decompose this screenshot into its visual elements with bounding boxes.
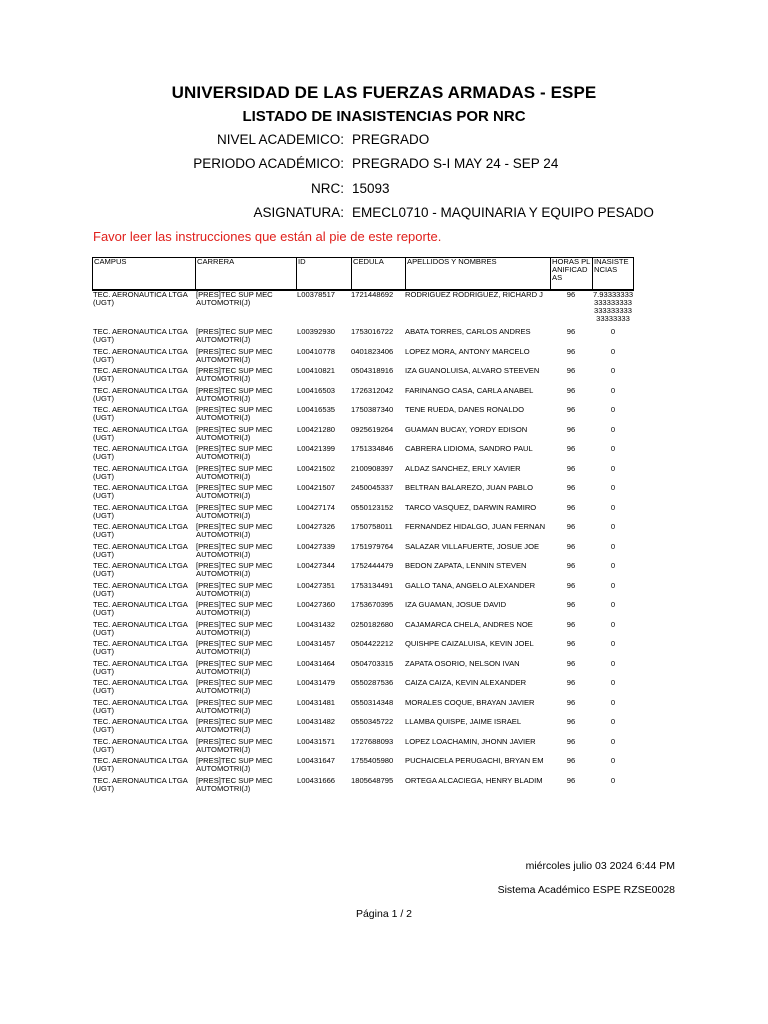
cell-nombre: CAJAMARCA CHELA, ANDRES NOE: [405, 620, 533, 629]
cell-nombre: TENE RUEDA, DANES RONALDO: [405, 406, 524, 414]
cell-inasistencias: 0: [610, 464, 616, 473]
cell-id: L00431482: [297, 718, 336, 726]
cell-horas: 96: [566, 757, 576, 765]
cell-carrera: [PRES]TEC SUP MEC AUTOMOTRI(J): [196, 581, 273, 598]
cell-cedula: 0504703315: [351, 659, 394, 668]
cell-nombre: MORALES COQUE, BRAYAN JAVIER: [405, 698, 535, 707]
cell-horas: 96: [566, 367, 576, 375]
cell-inasistencias: 7.9333333333333333333333333333333333: [592, 291, 634, 323]
cell-campus: TEC. AERONAUTICA LTGA (UGT): [93, 328, 188, 344]
cell-cedula: 1750758011: [351, 523, 393, 531]
cell-carrera: [PRES]TEC SUP MEC AUTOMOTRI(J): [196, 328, 273, 344]
cell-cedula: 0550123152: [351, 503, 394, 512]
cell-horas: 96: [566, 601, 576, 609]
cell-id: L00431479: [297, 679, 336, 687]
table-row: [92, 328, 634, 348]
cell-cedula: 1727688093: [351, 737, 394, 746]
table-header: [92, 257, 634, 291]
cell-id: L00427174: [297, 503, 336, 512]
table-row: [92, 504, 634, 524]
cell-nombre: GALLO TANA, ANGELO ALEXANDER: [405, 581, 536, 590]
cell-carrera: [PRES]TEC SUP MEC AUTOMOTRI(J): [196, 620, 273, 637]
cell-nombre: FARINANGO CASA, CARLA ANABEL: [405, 386, 534, 395]
cell-nombre: TARCO VASQUEZ, DARWIN RAMIRO: [405, 503, 537, 512]
cell-horas: 96: [566, 523, 576, 531]
cell-carrera: [PRES]TEC SUP MEC AUTOMOTRI(J): [196, 484, 273, 500]
cell-id: L00421502: [297, 464, 336, 473]
cell-cedula: 2100908397: [351, 464, 394, 473]
cell-nombre: LLAMBA QUISPE, JAIME ISRAEL: [405, 718, 522, 726]
cell-carrera: [PRES]TEC SUP MEC AUTOMOTRI(J): [196, 291, 273, 307]
cell-cedula: 1753134491: [351, 581, 394, 590]
cell-id: L00410821: [297, 367, 336, 375]
table-row: [92, 679, 634, 699]
cell-campus: TEC. AERONAUTICA LTGA (UGT): [93, 679, 188, 695]
column-header-id: ID: [296, 257, 352, 290]
cell-nombre: CAIZA CAIZA, KEVIN ALEXANDER: [405, 679, 527, 687]
cell-inasistencias: 0: [610, 484, 616, 492]
cell-id: L00421507: [297, 484, 336, 492]
cell-campus: TEC. AERONAUTICA LTGA (UGT): [93, 484, 188, 500]
column-header-campus: CAMPUS: [92, 257, 196, 290]
cell-inasistencias: 0: [610, 425, 616, 434]
cell-cedula: 1752444479: [351, 562, 394, 570]
cell-nombre: BEDON ZAPATA, LENNIN STEVEN: [405, 562, 527, 570]
cell-campus: TEC. AERONAUTICA LTGA (UGT): [93, 503, 188, 520]
table-row: [92, 367, 634, 387]
cell-horas: 96: [566, 562, 576, 570]
cell-id: L00421280: [297, 425, 336, 434]
meta-label: NRC:: [311, 181, 344, 196]
cell-carrera: [PRES]TEC SUP MEC AUTOMOTRI(J): [196, 386, 273, 403]
cell-carrera: [PRES]TEC SUP MEC AUTOMOTRI(J): [196, 776, 273, 793]
cell-nombre: IZA GUANOLUISA, ALVARO STEEVEN: [405, 367, 540, 375]
cell-cedula: 1751979764: [351, 542, 394, 551]
cell-cedula: 0504422212: [351, 640, 394, 648]
cell-nombre: BELTRAN BALAREZO, JUAN PABLO: [405, 484, 534, 492]
cell-horas: 96: [566, 542, 576, 551]
cell-horas: 96: [566, 425, 576, 434]
cell-campus: TEC. AERONAUTICA LTGA (UGT): [93, 757, 188, 773]
cell-campus: TEC. AERONAUTICA LTGA (UGT): [93, 464, 188, 481]
column-header-nombres: APELLIDOS Y NOMBRES: [405, 257, 551, 290]
cell-campus: TEC. AERONAUTICA LTGA (UGT): [93, 406, 188, 422]
cell-carrera: [PRES]TEC SUP MEC AUTOMOTRI(J): [196, 659, 273, 676]
table-row: [92, 660, 634, 680]
cell-horas: 96: [566, 776, 576, 785]
cell-cedula: 0504318916: [351, 367, 394, 375]
cell-inasistencias: 0: [610, 503, 616, 512]
cell-nombre: CABRERA LIDIOMA, SANDRO PAUL: [405, 445, 533, 453]
cell-id: L00431457: [297, 640, 336, 648]
meta-nrc: [0, 181, 768, 201]
table-row: [92, 484, 634, 504]
table-body: [92, 291, 634, 796]
cell-nombre: LOPEZ MORA, ANTONY MARCELO: [405, 347, 530, 356]
column-header-carrera: CARRERA: [195, 257, 297, 290]
cell-campus: TEC. AERONAUTICA LTGA (UGT): [93, 367, 188, 383]
cell-inasistencias: 0: [610, 581, 616, 590]
table-row: [92, 777, 634, 797]
cell-id: L00392930: [297, 328, 336, 336]
cell-cedula: 1726312042: [351, 386, 394, 395]
meta-periodo-academico: [0, 156, 768, 176]
cell-carrera: [PRES]TEC SUP MEC AUTOMOTRI(J): [196, 698, 273, 715]
cell-id: L00427351: [297, 581, 336, 590]
table-row: [92, 601, 634, 621]
cell-inasistencias: 0: [610, 367, 616, 375]
cell-id: L00431464: [297, 659, 336, 668]
cell-id: L00431571: [297, 737, 336, 746]
cell-carrera: [PRES]TEC SUP MEC AUTOMOTRI(J): [196, 737, 273, 754]
cell-horas: 96: [566, 291, 576, 299]
cell-carrera: [PRES]TEC SUP MEC AUTOMOTRI(J): [196, 562, 273, 578]
cell-horas: 96: [566, 484, 576, 492]
meta-nivel-academico: [0, 132, 768, 152]
cell-campus: TEC. AERONAUTICA LTGA (UGT): [93, 542, 188, 559]
cell-campus: TEC. AERONAUTICA LTGA (UGT): [93, 718, 188, 734]
cell-carrera: [PRES]TEC SUP MEC AUTOMOTRI(J): [196, 367, 273, 383]
table-row: [92, 543, 634, 563]
cell-id: L00431666: [297, 776, 336, 785]
cell-nombre: ABATA TORRES, CARLOS ANDRES: [405, 328, 531, 336]
cell-carrera: [PRES]TEC SUP MEC AUTOMOTRI(J): [196, 523, 273, 539]
cell-carrera: [PRES]TEC SUP MEC AUTOMOTRI(J): [196, 640, 273, 656]
cell-cedula: 1805648795: [351, 776, 394, 785]
cell-horas: 96: [566, 503, 576, 512]
table-row: [92, 348, 634, 368]
cell-carrera: [PRES]TEC SUP MEC AUTOMOTRI(J): [196, 679, 273, 695]
column-header-horas: HORAS PLANIFICADAS: [550, 257, 593, 290]
cell-id: L00427344: [297, 562, 336, 570]
cell-nombre: LOPEZ LOACHAMIN, JHONN JAVIER: [405, 737, 536, 746]
cell-id: L00421399: [297, 445, 336, 453]
instructions-notice: Favor leer las instrucciones que están al pie de este reporte.: [93, 229, 442, 244]
table-row: [92, 562, 634, 582]
table-row: [92, 523, 634, 543]
cell-cedula: 1721448692: [351, 291, 394, 299]
meta-value: PREGRADO: [352, 132, 430, 147]
cell-campus: TEC. AERONAUTICA LTGA (UGT): [93, 737, 188, 754]
table-row: [92, 465, 634, 485]
meta-label: ASIGNATURA:: [253, 205, 344, 220]
cell-horas: 96: [566, 698, 576, 707]
cell-cedula: 0550314348: [351, 698, 394, 707]
cell-campus: TEC. AERONAUTICA LTGA (UGT): [93, 386, 188, 403]
cell-cedula: 0550287536: [351, 679, 394, 687]
cell-inasistencias: 0: [610, 776, 616, 785]
cell-campus: TEC. AERONAUTICA LTGA (UGT): [93, 581, 188, 598]
cell-inasistencias: 0: [610, 679, 616, 687]
cell-id: L00378517: [297, 291, 336, 299]
cell-horas: 96: [566, 737, 576, 746]
cell-horas: 96: [566, 659, 576, 668]
cell-campus: TEC. AERONAUTICA LTGA (UGT): [93, 640, 188, 656]
cell-nombre: ZAPATA OSORIO, NELSON IVAN: [405, 659, 520, 668]
cell-horas: 96: [566, 406, 576, 414]
cell-inasistencias: 0: [610, 542, 616, 551]
cell-inasistencias: 0: [610, 386, 616, 395]
cell-horas: 96: [566, 679, 576, 687]
institution-title: UNIVERSIDAD DE LAS FUERZAS ARMADAS - ESPE: [171, 83, 597, 102]
meta-value: EMECL0710 - MAQUINARIA Y EQUIPO PESADO: [352, 205, 654, 220]
cell-carrera: [PRES]TEC SUP MEC AUTOMOTRI(J): [196, 406, 273, 422]
cell-cedula: 0401823406: [351, 347, 394, 356]
cell-campus: TEC. AERONAUTICA LTGA (UGT): [93, 347, 188, 364]
cell-id: L00431432: [297, 620, 336, 629]
cell-cedula: 1753016722: [351, 328, 394, 336]
table-row: [92, 582, 634, 602]
system-code: Sistema Académico ESPE RZSE0028: [497, 884, 675, 896]
cell-horas: 96: [566, 620, 576, 629]
table-row: [92, 445, 634, 465]
table-row: [92, 387, 634, 407]
cell-horas: 96: [566, 347, 576, 356]
cell-id: L00427326: [297, 523, 336, 531]
cell-inasistencias: 0: [610, 757, 616, 765]
cell-campus: TEC. AERONAUTICA LTGA (UGT): [93, 291, 188, 307]
table-row: [92, 699, 634, 719]
cell-inasistencias: 0: [610, 640, 616, 648]
meta-asignatura: [0, 205, 768, 225]
cell-inasistencias: 0: [610, 347, 616, 356]
page-number: Página 1 / 2: [355, 908, 413, 920]
table-row: [92, 291, 634, 328]
cell-nombre: SALAZAR VILLAFUERTE, JOSUE JOE: [405, 542, 540, 551]
meta-value: 15093: [352, 181, 390, 196]
cell-cedula: 1753670395: [351, 601, 394, 609]
cell-inasistencias: 0: [610, 620, 616, 629]
report-title: LISTADO DE INASISTENCIAS POR NRC: [242, 108, 526, 125]
table-row: [92, 640, 634, 660]
cell-id: L00431481: [297, 698, 336, 707]
cell-cedula: 1755405980: [351, 757, 394, 765]
cell-nombre: RODRIGUEZ RODRIGUEZ, RICHARD J: [405, 291, 543, 299]
cell-horas: 96: [566, 581, 576, 590]
cell-cedula: 1751334846: [351, 445, 394, 453]
cell-campus: TEC. AERONAUTICA LTGA (UGT): [93, 601, 188, 617]
cell-campus: TEC. AERONAUTICA LTGA (UGT): [93, 562, 188, 578]
cell-cedula: 2450045337: [351, 484, 394, 492]
cell-carrera: [PRES]TEC SUP MEC AUTOMOTRI(J): [196, 347, 273, 364]
table-row: [92, 718, 634, 738]
cell-inasistencias: 0: [610, 562, 616, 570]
cell-inasistencias: 0: [610, 698, 616, 707]
cell-id: L00410778: [297, 347, 336, 356]
cell-nombre: ORTEGA ALCACIEGA, HENRY BLADIM: [405, 776, 543, 785]
meta-label: PERIODO ACADÉMICO:: [193, 156, 344, 171]
cell-carrera: [PRES]TEC SUP MEC AUTOMOTRI(J): [196, 425, 273, 442]
cell-nombre: ALDAZ SANCHEZ, ERLY XAVIER: [405, 464, 521, 473]
cell-inasistencias: 0: [610, 659, 616, 668]
cell-id: L00416535: [297, 406, 336, 414]
attendance-table: [92, 257, 634, 796]
cell-carrera: [PRES]TEC SUP MEC AUTOMOTRI(J): [196, 542, 273, 559]
cell-campus: TEC. AERONAUTICA LTGA (UGT): [93, 776, 188, 793]
cell-inasistencias: 0: [610, 737, 616, 746]
cell-horas: 96: [566, 386, 576, 395]
cell-inasistencias: 0: [610, 523, 616, 531]
cell-campus: TEC. AERONAUTICA LTGA (UGT): [93, 620, 188, 637]
cell-inasistencias: 0: [610, 601, 616, 609]
cell-horas: 96: [566, 464, 576, 473]
table-row: [92, 406, 634, 426]
cell-nombre: QUISHPE CAIZALUISA, KEVIN JOEL: [405, 640, 534, 648]
cell-nombre: GUAMAN BUCAY, YORDY EDISON: [405, 425, 528, 434]
cell-campus: TEC. AERONAUTICA LTGA (UGT): [93, 523, 188, 539]
cell-id: L00427339: [297, 542, 336, 551]
cell-carrera: [PRES]TEC SUP MEC AUTOMOTRI(J): [196, 601, 273, 617]
cell-nombre: PUCHAICELA PERUGACHI, BRYAN EM: [405, 757, 544, 765]
cell-horas: 96: [566, 640, 576, 648]
cell-cedula: 0925619264: [351, 425, 394, 434]
cell-carrera: [PRES]TEC SUP MEC AUTOMOTRI(J): [196, 718, 273, 734]
report-datetime: miércoles julio 03 2024 6:44 PM: [525, 860, 675, 872]
cell-inasistencias: 0: [610, 718, 616, 726]
cell-campus: TEC. AERONAUTICA LTGA (UGT): [93, 698, 188, 715]
table-row: [92, 426, 634, 446]
table-row: [92, 757, 634, 777]
cell-cedula: 0250182680: [351, 620, 394, 629]
cell-nombre: IZA GUAMAN, JOSUE DAVID: [405, 601, 507, 609]
cell-campus: TEC. AERONAUTICA LTGA (UGT): [93, 425, 188, 442]
cell-inasistencias: 0: [610, 328, 616, 336]
cell-id: L00427360: [297, 601, 336, 609]
cell-campus: TEC. AERONAUTICA LTGA (UGT): [93, 445, 188, 461]
cell-id: L00416503: [297, 386, 336, 395]
cell-inasistencias: 0: [610, 406, 616, 414]
column-header-inasistencias: INASISTENCIAS: [592, 257, 634, 290]
cell-nombre: FERNANDEZ HIDALGO, JUAN FERNAN: [405, 523, 546, 531]
cell-carrera: [PRES]TEC SUP MEC AUTOMOTRI(J): [196, 503, 273, 520]
cell-horas: 96: [566, 718, 576, 726]
cell-horas: 96: [566, 445, 576, 453]
cell-carrera: [PRES]TEC SUP MEC AUTOMOTRI(J): [196, 445, 273, 461]
cell-id: L00431647: [297, 757, 336, 765]
column-header-cedula: CEDULA: [351, 257, 406, 290]
table-row: [92, 621, 634, 641]
cell-carrera: [PRES]TEC SUP MEC AUTOMOTRI(J): [196, 464, 273, 481]
meta-label: NIVEL ACADEMICO:: [216, 132, 344, 147]
table-row: [92, 738, 634, 758]
cell-cedula: 1750387340: [351, 406, 394, 414]
cell-horas: 96: [566, 328, 576, 336]
cell-inasistencias: 0: [610, 445, 616, 453]
cell-carrera: [PRES]TEC SUP MEC AUTOMOTRI(J): [196, 757, 273, 773]
cell-cedula: 0550345722: [351, 718, 394, 726]
meta-value: PREGRADO S-I MAY 24 - SEP 24: [352, 156, 559, 171]
cell-campus: TEC. AERONAUTICA LTGA (UGT): [93, 659, 188, 676]
